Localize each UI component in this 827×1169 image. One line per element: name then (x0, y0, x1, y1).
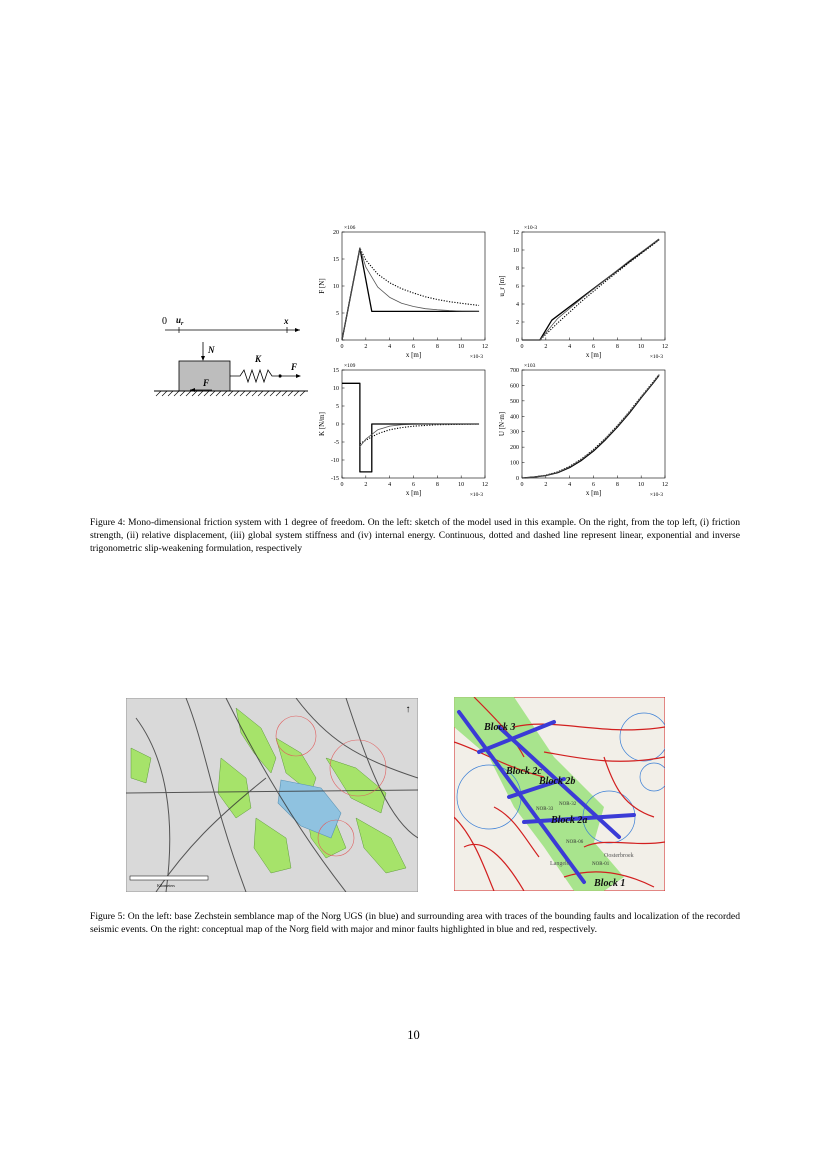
sketch-x-label: x (284, 316, 289, 326)
y-axis-label: K [N/m] (318, 412, 326, 436)
y-tick-label: 700 (510, 368, 519, 374)
y-tick-label: 2 (516, 320, 519, 326)
figure5-caption: Figure 5: On the left: base Zechstein semblance map of the Norg UGS (in blue) and surrounding area with traces of the bounding faults and localization of the recorded seismic events. On the right: conceptual map of the Norg field with major and minor faults highlighted in blue and red, respectively. (90, 911, 740, 935)
series-linear (342, 248, 479, 340)
block-1-label: Block 1 (594, 878, 626, 889)
svg-text:NOR-06: NOR-06 (566, 840, 584, 845)
y-tick-label: 100 (510, 460, 519, 467)
semblance-map (126, 698, 418, 892)
svg-text:Oosterbroek: Oosterbroek (604, 853, 634, 859)
plot-relative-displacement (498, 225, 668, 360)
y-axis-label: F [N] (318, 278, 326, 294)
series-exponential (522, 374, 659, 478)
figure4-caption: Figure 4: Mono-dimensional friction system with 1 degree of freedom. On the left: sketch of the model used in this example. On the right, from the top left, (i) friction strength, (ii) relative displacement, (iii) global system stiffness and (iv) internal energy. Continuous, dotted and dashed line represent linear, exponential and inverse trigonometric slip-weakening formulation, respectively (90, 517, 740, 554)
y-tick-label: 400 (510, 414, 519, 421)
block-2b-label: Block 2b (539, 776, 576, 787)
y-tick-label: 500 (510, 398, 519, 405)
x-scale-label: ×10-3 (469, 354, 483, 360)
y-axis-label: U [N·m] (498, 411, 506, 437)
x-tick-label: 12 (482, 344, 488, 350)
sketch-normal-force-label: N (208, 345, 215, 355)
series-inverse-trigonometric (360, 424, 479, 447)
sketch-origin-label: 0 (162, 316, 167, 327)
series-inverse-trigonometric (522, 239, 659, 340)
y-tick-label: 10 (333, 386, 339, 392)
x-axis-label: x [m] (585, 489, 602, 497)
y-tick-label: 600 (510, 383, 519, 390)
x-tick-label: 0 (340, 344, 344, 350)
x-tick-label: 6 (592, 482, 595, 488)
page-number: 10 (407, 1028, 420, 1042)
plot-frame (522, 370, 665, 478)
series-linear (522, 375, 659, 478)
y-tick-label: -10 (331, 458, 339, 464)
y-tick-label: 0 (336, 338, 339, 344)
y-tick-label: 300 (510, 429, 519, 436)
sketch-ur-label: $u_r$ (176, 315, 184, 327)
x-tick-label: 6 (412, 344, 415, 350)
x-axis-label: x [m] (585, 351, 602, 359)
y-tick-label: 15 (333, 368, 339, 374)
y-tick-label: -15 (331, 476, 339, 482)
block-2a-label: Block 2a (551, 815, 588, 826)
scale-bar (130, 876, 208, 880)
svg-text:NOR-33: NOR-33 (536, 807, 554, 812)
y-tick-label: 0 (516, 476, 519, 482)
y-scale-label: ×10-3 (524, 225, 538, 231)
x-tick-label: 10 (458, 482, 465, 488)
sketch-friction-label: F (203, 378, 210, 388)
x-tick-label: 12 (662, 482, 668, 488)
y-tick-label: 200 (510, 445, 519, 452)
x-tick-label: 12 (662, 344, 668, 350)
north-arrow-icon: ↑ (405, 704, 411, 715)
y-tick-label: 10 (513, 248, 519, 254)
x-tick-label: 12 (482, 482, 488, 488)
x-tick-label: 10 (638, 344, 645, 350)
x-tick-label: 4 (568, 482, 572, 488)
y-scale-label: ×109 (344, 363, 356, 369)
sketch-ground-hatch (156, 391, 305, 396)
y-axis-label: u_r [m] (498, 275, 506, 297)
y-tick-label: 12 (513, 230, 519, 236)
figure4-plots (312, 220, 687, 502)
x-tick-label: 0 (520, 344, 524, 350)
x-tick-label: 4 (388, 344, 392, 350)
y-scale-label: ×103 (524, 363, 536, 369)
series-exponential (360, 424, 479, 444)
y-tick-label: 5 (336, 311, 339, 317)
x-tick-label: 2 (544, 344, 548, 350)
sketch-spring-label: K (255, 354, 262, 364)
x-tick-label: 4 (568, 344, 572, 350)
friction-model-sketch (150, 310, 320, 410)
y-tick-label: 10 (333, 284, 339, 290)
plot-internal-energy (498, 363, 668, 498)
x-scale-label: ×10-3 (469, 492, 483, 498)
x-axis-label: x [m] (405, 351, 422, 359)
x-tick-label: 8 (615, 344, 619, 350)
y-tick-label: 8 (516, 266, 519, 272)
svg-text:NOR-01: NOR-01 (592, 862, 610, 867)
x-tick-label: 2 (544, 482, 548, 488)
plot-frame (342, 232, 485, 340)
x-tick-label: 6 (592, 344, 595, 350)
y-tick-label: -5 (334, 440, 339, 446)
conceptual-map (454, 697, 665, 891)
block-3-label: Block 3 (484, 722, 516, 733)
x-axis-label: x [m] (405, 489, 422, 497)
svg-text:Langelo: Langelo (550, 861, 570, 867)
x-tick-label: 8 (435, 344, 439, 350)
y-tick-label: 5 (336, 404, 339, 410)
svg-text:NOR-32: NOR-32 (559, 802, 577, 807)
x-tick-label: 10 (458, 344, 465, 350)
x-tick-label: 10 (638, 482, 645, 488)
plot-friction-strength (318, 225, 488, 360)
plot-frame (522, 232, 665, 340)
y-tick-label: 4 (516, 302, 519, 308)
x-tick-label: 2 (364, 482, 368, 488)
y-tick-label: 15 (333, 257, 339, 263)
y-scale-label: ×106 (344, 225, 356, 231)
sketch-applied-force-label: F (291, 362, 298, 372)
y-tick-label: 0 (336, 422, 339, 428)
y-tick-label: 20 (333, 230, 339, 236)
plot-global-stiffness (318, 363, 488, 498)
series-linear (342, 383, 479, 472)
scale-bar-label: Kilometers (157, 883, 175, 888)
series-inverse-trigonometric (522, 375, 659, 478)
sketch-spring (230, 370, 278, 382)
x-tick-label: 8 (615, 482, 619, 488)
y-tick-label: 0 (516, 338, 519, 344)
x-scale-label: ×10-3 (649, 354, 663, 360)
x-tick-label: 2 (364, 344, 368, 350)
x-tick-label: 6 (412, 482, 415, 488)
sketch-axis-arrow (295, 328, 300, 332)
x-tick-label: 4 (388, 482, 392, 488)
x-tick-label: 0 (520, 482, 524, 488)
x-scale-label: ×10-3 (649, 492, 663, 498)
x-tick-label: 0 (340, 482, 344, 488)
x-tick-label: 8 (435, 482, 439, 488)
y-tick-label: 6 (516, 284, 519, 290)
block-2c-label: Block 2c (506, 766, 542, 777)
